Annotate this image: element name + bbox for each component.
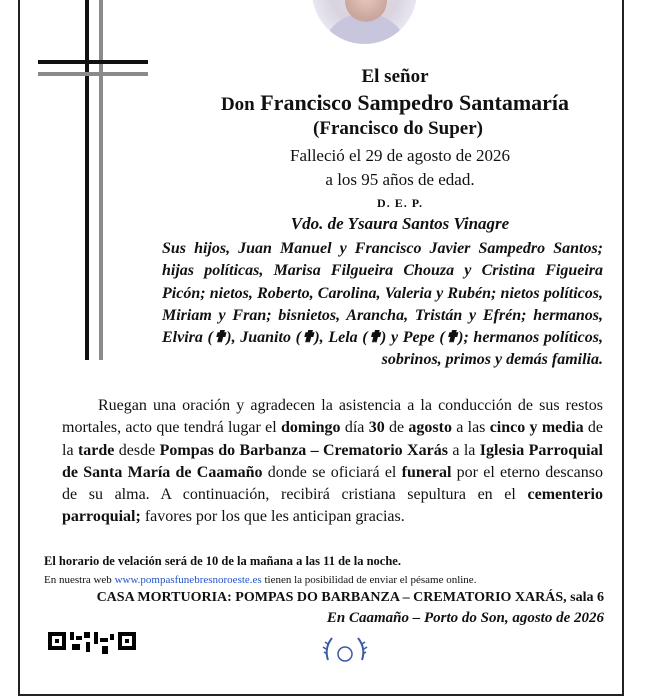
visiting-hours: El horario de velación será de 10 de la mañana a las 11 de la noche. (44, 554, 401, 568)
ceremony-text: Ruegan una oración y agradecen la asistencia a la conducción de sus restos mortales, acto que tendrá lugar el domingo día 30 de agosto a las cinco y media de la tarde desde Pompas do Barbanza – Crematorio Xarás a la Iglesia Parroquial de Santa María de Caamaño donde se oficiará el funeral por el eterno descanso de su alma. A continuación, recibirá cristiana sepultura en el cementerio parroquial; favores por los que les anticipan gracias. (62, 397, 604, 526)
portrait-photo (312, 0, 417, 44)
family-list: Sus hijos, Juan Manuel y Francisco Javier Sampedro Santos; hijas políticas, Marisa Filgueira Chouza y Cristina Figueira Picón; nietos, Roberto, Carolina, Valeria y Rubén; nietos políticos, Miriam y Fran; bisnietos, Arancha, Tristán y Efrén; hermanos, Elvira (✟), Juanito (✟), Lela (✟) y Pepe (✟); hermanos políticos, sobrinos, primos y demás familia. (162, 240, 603, 369)
rip-text: D. E. P. (377, 196, 423, 210)
deceased-nickname: (Francisco do Super) (313, 118, 483, 139)
web-condolence-line: En nuestra web www.pompasfunebresnoroeste.es tienen la posibilidad de enviar el pésame online. (44, 574, 477, 586)
honorific: Don (220, 94, 255, 115)
deceased-name (170, 90, 620, 116)
widower-line: Vdo. de Ysaura Santos Vinagre (290, 214, 510, 233)
death-date: Falleció el 29 de agosto de 2026 (289, 146, 510, 165)
funeral-home-logo-icon (318, 632, 372, 662)
place-date-line: En Caamaño – Porto do Son, agosto de 2026 (326, 610, 604, 626)
notice-title: El señor (361, 66, 429, 87)
age-at-death: a los 95 años de edad. (325, 170, 475, 189)
qr-code-icon (48, 632, 136, 654)
website-link[interactable]: www.pompasfunebresnoroeste.es (114, 574, 262, 586)
full-name: Francisco Sampedro Santamaría (260, 90, 570, 115)
funeral-home-line: CASA MORTUORIA: POMPAS DO BARBANZA – CREMATORIO XARÁS, sala 6 (96, 590, 604, 605)
